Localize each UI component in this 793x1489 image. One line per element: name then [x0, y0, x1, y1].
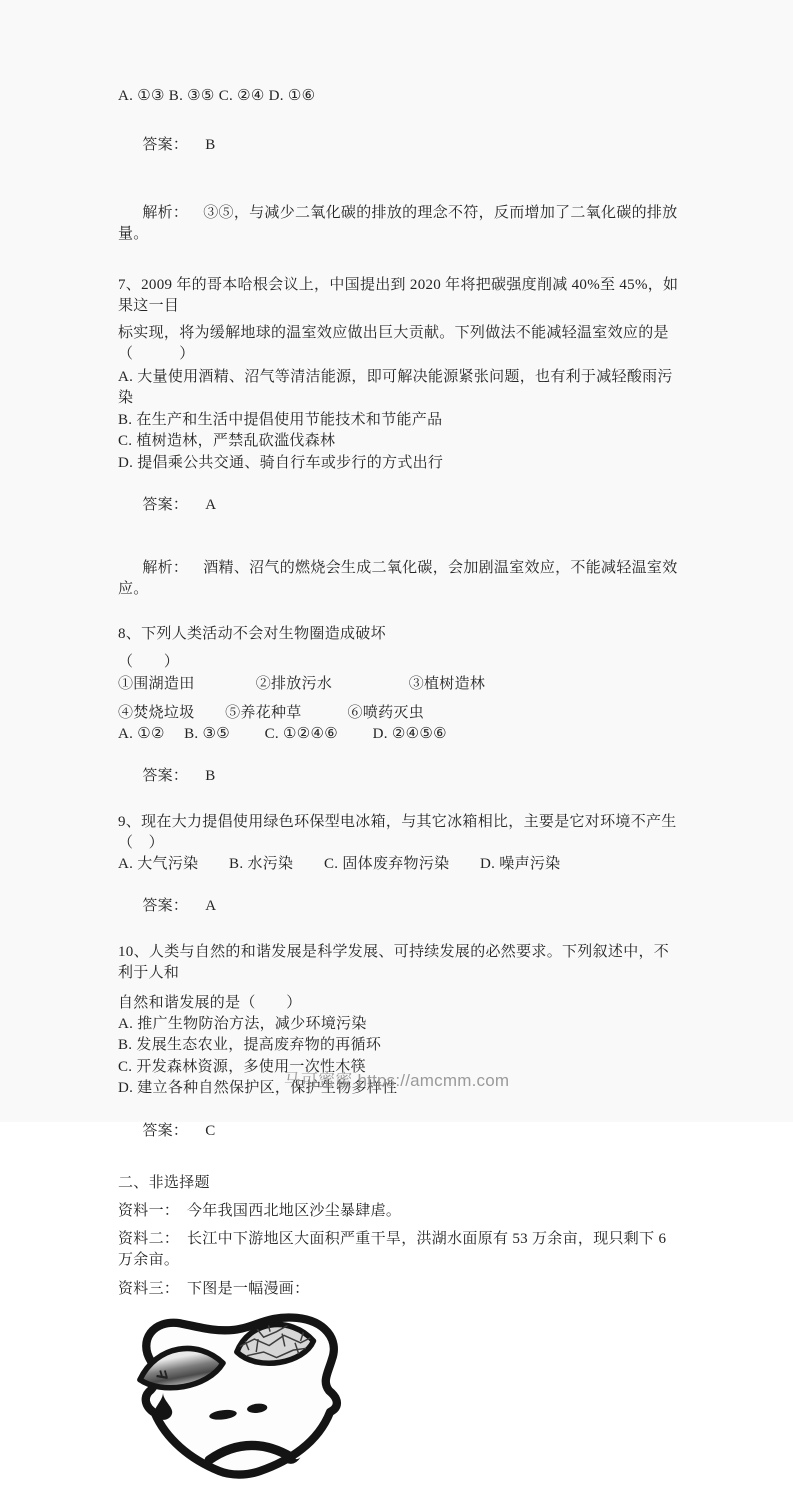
answer-value: A [205, 898, 217, 914]
q8-items-row-2: ④焚烧垃圾 ⑤养花种草 ⑥喷药灭虫 [118, 705, 425, 721]
q10-stem-line-2: 自然和谐发展的是（ ） [118, 995, 302, 1011]
answer-label: 答案： [142, 497, 189, 513]
q7-analysis-line [118, 537, 684, 621]
prev-question-options-line: A. ①③ B. ③⑤ C. ②④ D. ①⑥ [118, 88, 316, 104]
q8-items-row-1: ①围湖造田 ②排放污水 ③植树造林 [118, 676, 486, 692]
site-watermark: 马可蜜蜜 https://amcmm.com [283, 1071, 510, 1090]
q7-option-a: A. 大量使用酒精、沼气等清洁能源，即可解决能源紧张问题，也有利于减轻酸雨污染 [118, 369, 673, 406]
analysis-label: 解析： [142, 205, 189, 221]
answer-value: B [205, 768, 216, 784]
analysis-label: 解析： [142, 560, 189, 576]
q10-answer-line [118, 1100, 684, 1163]
analysis-text: 酒精、沼气的燃烧会生成二氧化碳，会加剧温室效应，不能减轻温室效应。 [118, 560, 678, 597]
q8-answer-line [118, 745, 684, 808]
analysis-text: ③⑤，与减少二氧化碳的排放的理念不符，反而增加了二氧化碳的排放量。 [118, 205, 678, 242]
answer-label: 答案： [142, 898, 189, 914]
q10-stem-line-1: 10、人类与自然的和谐发展是科学发展、可持续发展的必然要求。下列叙述中，不利于人和 [118, 944, 670, 981]
q10-option-a: A. 推广生物防治方法，减少环境污染 [118, 1016, 367, 1032]
tear-dot [161, 1385, 165, 1389]
crying-face-cartoon-svg [119, 1304, 351, 1484]
q7-answer-line [118, 474, 684, 537]
q10-option-b: B. 发展生态农业，提高废弃物的再循环 [118, 1037, 382, 1053]
q9-answer-line [118, 875, 684, 938]
q7-option-b: B. 在生产和生活中提倡使用节能技术和节能产品 [118, 412, 443, 428]
answer-label: 答案： [142, 768, 189, 784]
q9-stem: 9、现在大力提倡使用绿色环保型电冰箱，与其它冰箱相比，主要是它对环境不产生 （ ） [118, 814, 681, 851]
material-2: 资料二： 长江中下游地区大面积严重干旱，洪湖水面原有 53 万余亩，现只剩下 6 万余亩。 [118, 1231, 671, 1268]
crying-face-cartoon [119, 1304, 351, 1484]
answer-value: B [205, 137, 216, 153]
prev-question-answer-line [118, 114, 684, 177]
q8-paren-blank: （ ） [118, 654, 180, 670]
q7-stem-line-1: 7、2009 年的哥本哈根会议上，中国提出到 2020 年将把碳强度削减 40%至 45%，如果这一目 [118, 277, 679, 314]
answer-value: A [205, 497, 217, 513]
material-3: 资料三： 下图是一幅漫画： [118, 1281, 310, 1297]
q9-options-line: A. 大气污染 B. 水污染 C. 固体废弃物污染 D. 噪声污染 [118, 856, 561, 872]
q7-option-c: C. 植树造林，严禁乱砍滥伐森林 [118, 433, 336, 449]
exam-body [118, 86, 684, 1484]
q8-stem: 8、下列人类活动不会对生物圈造成破坏 [118, 626, 386, 642]
q7-stem-line-2: 标实现，将为缓解地球的温室效应做出巨大贡献。下列做法不能减轻温室效应的是（ ） [118, 325, 669, 362]
material-1: 资料一： 今年我国西北地区沙尘暴肆虐。 [118, 1203, 402, 1219]
answer-label: 答案： [142, 137, 189, 153]
q10-option-c: C. 开发森林资源，多使用一次性木筷 [118, 1059, 366, 1075]
answer-value: C [205, 1123, 216, 1139]
q7-option-d: D. 提倡乘公共交通、骑自行车或步行的方式出行 [118, 455, 444, 471]
prev-question-analysis-line [118, 182, 684, 266]
section2-title: 二、非选择题 [118, 1175, 210, 1191]
q8-options-line: A. ①② B. ③⑤ C. ①②④⑥ D. ②④⑤⑥ [118, 726, 447, 742]
q10-option-d: D. 建立各种自然保护区，保护生物多样性 [118, 1080, 398, 1096]
answer-label: 答案： [142, 1123, 189, 1139]
